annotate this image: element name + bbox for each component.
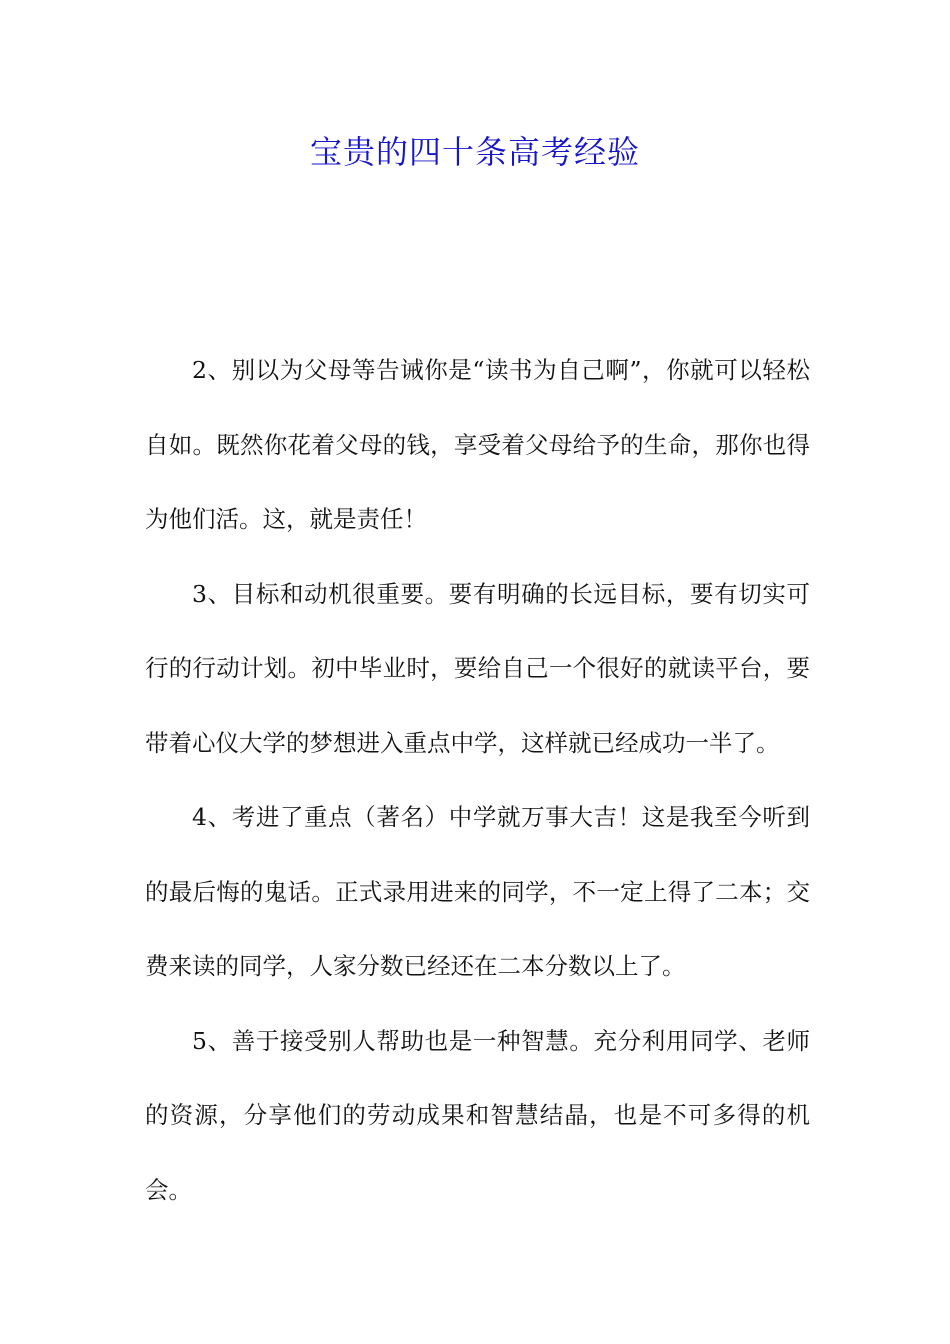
document-body — [145, 333, 810, 1227]
document-title: 宝贵的四十条高考经验 — [309, 133, 640, 171]
paragraph-5: 5、善于接受别人帮助也是一种智慧。充分利用同学、老师的资源，分享他们的劳动成果和智慧结晶，也是不可多得的机会。 — [145, 1026, 810, 1204]
paragraph-2: 2、别以为父母等告诫你是“读书为自己啊”，你就可以轻松自如。既然你花着父母的钱，享受着父母给予的生命，那你也得为他们活。这，就是责任！ — [145, 356, 810, 533]
paragraph-3: 3、目标和动机很重要。要有明确的长远目标，要有切实可行的行动计划。初中毕业时，要给自己一个很好的就读平台，要带着心仪大学的梦想进入重点中学，这样就已经成功一半了。 — [145, 579, 810, 757]
paragraph-4: 4、考进了重点（著名）中学就万事大吉！这是我至今听到的最后悔的鬼话。正式录用进来的同学，不一定上得了二本；交费来读的同学，人家分数已经还在二本分数以上了。 — [145, 803, 810, 980]
